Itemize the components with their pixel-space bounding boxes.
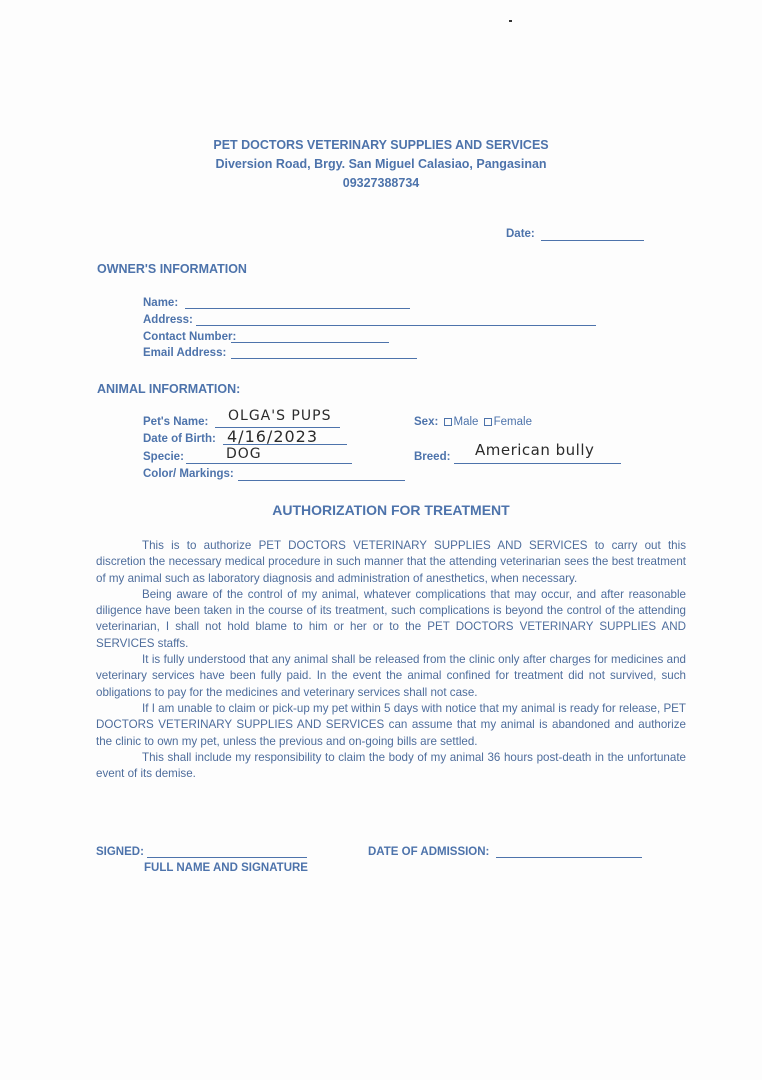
date-label: Date: — [506, 228, 535, 240]
owner-heading: OWNER'S INFORMATION — [97, 262, 247, 276]
specie-value: DOG — [226, 446, 262, 462]
admission-date-field[interactable] — [496, 857, 642, 858]
dob-label: Date of Birth: — [143, 433, 216, 445]
address-field[interactable] — [196, 325, 596, 326]
authorization-title: AUTHORIZATION FOR TREATMENT — [272, 502, 510, 518]
authorization-paragraph: This shall include my responsibility to claim the body of my animal 36 hours post-death in the unfortunate event of its demise. — [96, 750, 686, 781]
specie-field[interactable] — [186, 463, 352, 464]
signed-label: SIGNED: — [96, 846, 144, 858]
male-checkbox[interactable] — [444, 418, 452, 426]
date-field[interactable] — [541, 240, 644, 241]
female-label: Female — [493, 416, 532, 428]
company-address: Diversion Road, Brgy. San Miguel Calasiao, Pangasinan — [215, 157, 547, 171]
breed-label: Breed: — [414, 451, 451, 463]
admission-label: DATE OF ADMISSION: — [368, 846, 490, 858]
pet-name-value: OLGA'S PUPS — [228, 408, 332, 424]
sex-label: Sex: — [414, 416, 439, 428]
address-label: Address: — [143, 314, 193, 326]
authorization-paragraph: This is to authorize PET DOCTORS VETERINARY SUPPLIES AND SERVICES to carry out this discretion the necessary medical procedure in such manner that the attending veterinarian sees the best treatment of my animal such as laboratory diagnosis and administration of anesthetics, when necessary. — [96, 539, 686, 585]
pet-name-label: Pet's Name: — [143, 416, 209, 428]
contact-label: Contact Number: — [143, 331, 237, 343]
name-field[interactable] — [185, 308, 410, 309]
email-field[interactable] — [231, 358, 417, 359]
scan-speck — [509, 20, 512, 22]
animal-heading: ANIMAL INFORMATION: — [97, 382, 241, 396]
full-name-label: FULL NAME AND SIGNATURE — [144, 862, 308, 874]
authorization-paragraph: Being aware of the control of my animal, whatever complications that may occur, and after reasonable diligence have been taken in the course of its treatment, such complications is beyond the control of the attending veterinarian, I shall not hold blame to him or her or to the PET DOCTORS VETERINARY SUPPLIES AND SERVICES staffs. — [96, 587, 686, 650]
authorization-paragraph: If I am unable to claim or pick-up my pet within 5 days with notice that my animal is ready for release, PET DOCTORS VETERINARY SUPPLIES AND SERVICES can assume that my animal is abandoned and authorize the clinic to own my pet, unless the previous and on-going bills are settled. — [96, 701, 686, 748]
contact-field[interactable] — [231, 342, 389, 343]
signature-field[interactable] — [147, 857, 307, 858]
male-label: Male — [453, 416, 479, 428]
color-field[interactable] — [238, 480, 405, 481]
breed-field[interactable] — [454, 463, 621, 464]
dob-value: 4/16/2023 — [227, 427, 319, 446]
authorization-paragraph: It is fully understood that any animal shall be released from the clinic only after charges for medicines and veterinary services have been fully paid. In the event the animal confined for treatment did not survived, such obligations to pay for the medicines and veterinary services shall not case. — [96, 653, 686, 699]
company-name: PET DOCTORS VETERINARY SUPPLIES AND SERVICES — [213, 138, 549, 152]
name-label: Name: — [143, 297, 179, 309]
email-label: Email Address: — [143, 347, 227, 359]
color-label: Color/ Markings: — [143, 468, 234, 480]
sex-group — [414, 416, 532, 428]
female-checkbox[interactable] — [484, 418, 492, 426]
specie-label: Specie: — [143, 451, 184, 463]
company-phone: 09327388734 — [342, 176, 420, 190]
authorization-body — [96, 538, 686, 782]
breed-value: American bully — [475, 441, 595, 459]
